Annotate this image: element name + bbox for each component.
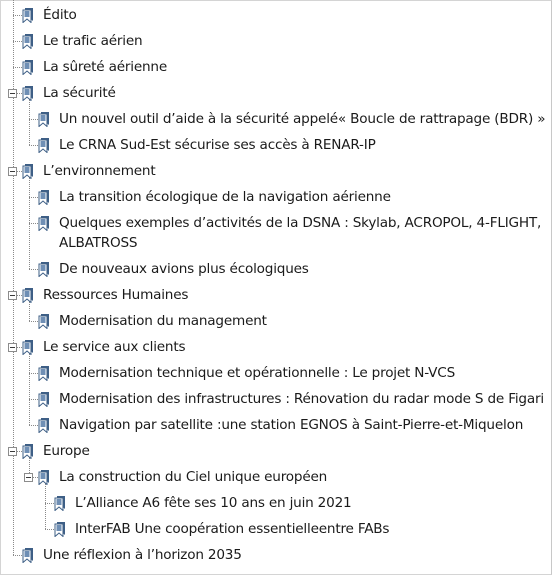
bookmark-label: Ressources Humaines — [43, 287, 189, 303]
bookmark-label: L’Alliance A6 fête ses 10 ans en juin 2021 — [75, 495, 352, 511]
collapse-toggle-icon[interactable] — [8, 167, 17, 176]
bookmark-ribbon-icon — [38, 365, 52, 381]
bookmark-ribbon-icon — [22, 547, 36, 563]
bookmark-item-edito[interactable] — [0, 6, 552, 28]
bookmark-ribbon-icon — [38, 313, 52, 329]
bookmark-label: La sécurité — [43, 85, 116, 101]
bookmark-ribbon-icon — [38, 469, 52, 485]
bookmark-label: De nouveaux avions plus écologiques — [59, 261, 309, 277]
bookmark-label: La transition écologique de la navigation aérienne — [59, 189, 391, 205]
tree-guide-line — [29, 223, 38, 224]
bookmark-label: Le service aux clients — [43, 339, 186, 355]
bookmark-ribbon-icon — [54, 521, 68, 537]
tree-guide-line — [29, 269, 38, 270]
tree-guide-line — [45, 503, 54, 504]
collapse-toggle-icon[interactable] — [8, 447, 17, 456]
tree-guide-line — [29, 145, 38, 146]
tree-guide-line — [13, 555, 22, 556]
bookmark-ribbon-icon — [38, 391, 52, 407]
bookmark-ribbon-icon — [22, 339, 36, 355]
bookmark-label-continued: ALBATROSS — [59, 235, 138, 251]
bookmark-ribbon-icon — [38, 417, 52, 433]
bookmark-ribbon-icon — [38, 111, 52, 127]
tree-guide-line — [13, 41, 22, 42]
bookmark-ribbon-icon — [38, 261, 52, 277]
bookmark-label: L’environnement — [43, 163, 156, 179]
bookmark-ribbon-icon — [22, 7, 36, 23]
bookmark-ribbon-icon — [22, 33, 36, 49]
tree-guide-line — [13, 67, 22, 68]
tree-guide-line — [29, 425, 38, 426]
bookmark-label: Europe — [43, 443, 90, 459]
bookmark-label: Modernisation technique et opérationnelle : Le projet N-VCS — [59, 365, 455, 381]
bookmark-ribbon-icon — [22, 287, 36, 303]
collapse-toggle-icon[interactable] — [8, 89, 17, 98]
bookmark-label: Modernisation des infrastructures : Rénovation du radar mode S de Figari — [59, 391, 544, 407]
collapse-toggle-icon[interactable] — [8, 343, 17, 352]
bookmark-ribbon-icon — [38, 137, 52, 153]
bookmark-label: Édito — [43, 7, 77, 23]
bookmark-label: Quelques exemples d’activités de la DSNA : Skylab, ACROPOL, 4-FLIGHT, — [59, 215, 542, 231]
bookmark-ribbon-icon — [54, 495, 68, 511]
bookmark-ribbon-icon — [22, 85, 36, 101]
tree-guide-line — [29, 119, 38, 120]
bookmark-label: InterFAB Une coopération essentielleentre FABs — [75, 521, 390, 537]
bookmark-label: Modernisation du management — [59, 313, 267, 329]
tree-guide-line — [29, 373, 38, 374]
bookmark-label: La construction du Ciel unique européen — [59, 469, 328, 485]
tree-guide-line — [13, 15, 22, 16]
bookmark-ribbon-icon — [22, 59, 36, 75]
tree-guide-line — [29, 197, 38, 198]
tree-guide-line — [45, 529, 54, 530]
bookmark-ribbon-icon — [22, 443, 36, 459]
collapse-toggle-icon[interactable] — [24, 473, 33, 482]
bookmark-ribbon-icon — [22, 163, 36, 179]
bookmark-label: Un nouvel outil d’aide à la sécurité appelé« Boucle de rattrapage (BDR) » — [59, 111, 546, 127]
collapse-toggle-icon[interactable] — [8, 291, 17, 300]
bookmark-label: Navigation par satellite :une station EGNOS à Saint-Pierre-et-Miquelon — [59, 417, 524, 433]
tree-guide-line — [29, 399, 38, 400]
bookmark-label: Une réflexion à l’horizon 2035 — [43, 547, 242, 563]
tree-guide-line — [29, 321, 38, 322]
bookmark-label: Le CRNA Sud-Est sécurise ses accès à RENAR-IP — [59, 137, 376, 153]
bookmark-ribbon-icon — [38, 215, 52, 231]
bookmark-label: La sûreté aérienne — [43, 59, 168, 75]
bookmark-label: Le trafic aérien — [43, 33, 143, 49]
bookmark-ribbon-icon — [38, 189, 52, 205]
